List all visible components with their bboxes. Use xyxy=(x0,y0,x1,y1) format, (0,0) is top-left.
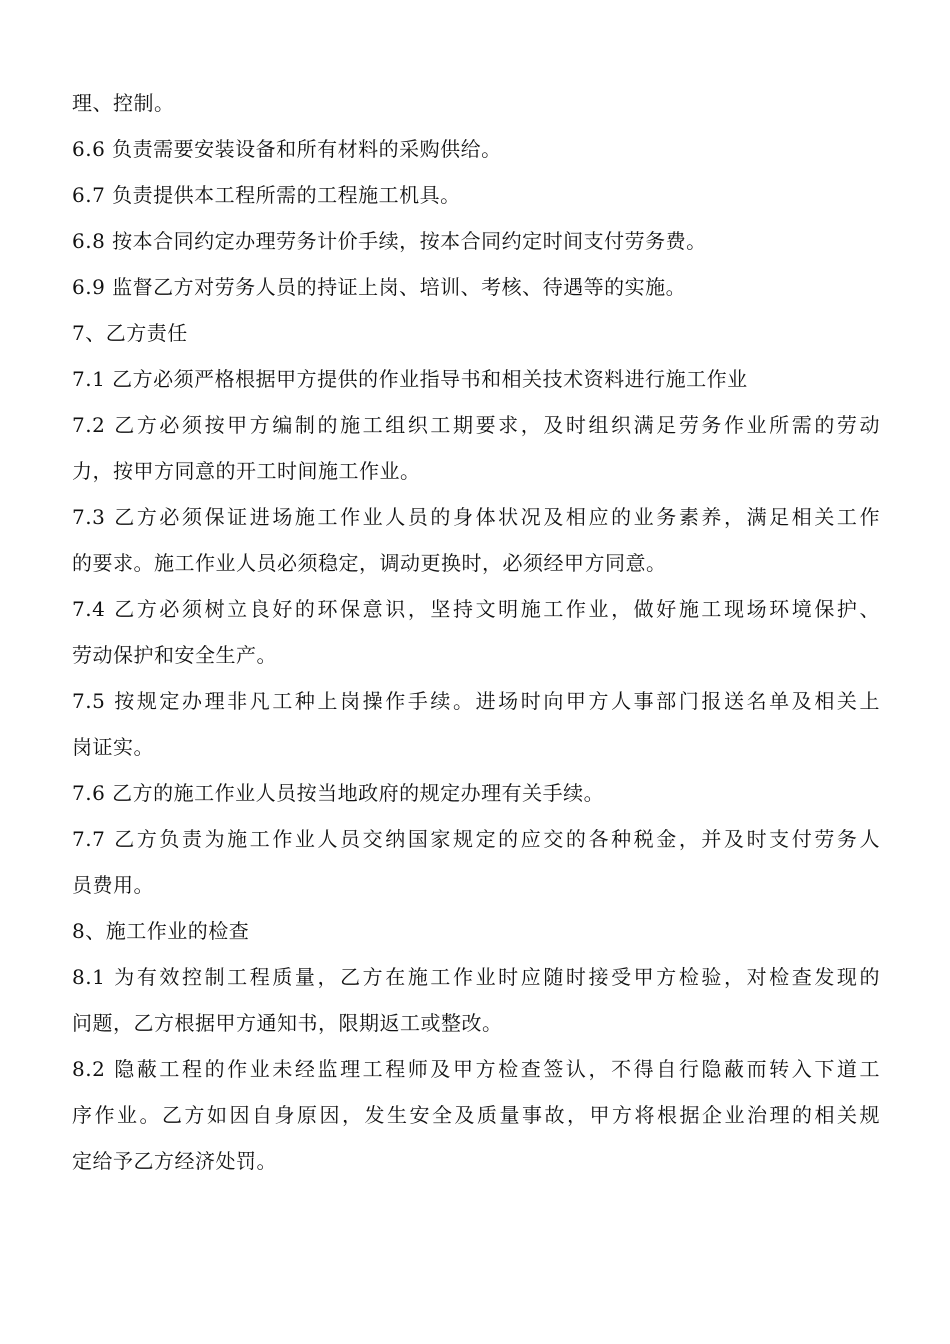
paragraph-line: 6.9 监督乙方对劳务人员的持证上岗、培训、考核、待遇等的实施。 xyxy=(72,275,687,299)
paragraph-line: 7.6 乙方的施工作业人员按当地政府的规定办理有关手续。 xyxy=(72,781,605,805)
clause-7-1 xyxy=(72,356,880,402)
paragraph-line: 序作业。乙方如因自身原因，发生安全及质量事故，甲方将根据企业治理的相关规 xyxy=(72,1103,880,1127)
clause-7-7 xyxy=(72,816,880,908)
paragraph-line: 7.3 乙方必须保证进场施工作业人员的身体状况及相应的业务素养，满足相关工作 xyxy=(72,505,880,529)
clause-7-6 xyxy=(72,770,880,816)
paragraph-line: 6.8 按本合同约定办理劳务计价手续，按本合同约定时间支付劳务费。 xyxy=(72,229,707,253)
paragraph-line: 7.7 乙方负责为施工作业人员交纳国家规定的应交的各种税金，并及时支付劳务人 xyxy=(72,827,880,851)
paragraph-line: 理、控制。 xyxy=(72,91,175,115)
clause-6-7 xyxy=(72,172,880,218)
paragraph-line: 7.1 乙方必须严格根据甲方提供的作业指导书和相关技术资料进行施工作业 xyxy=(72,367,748,391)
paragraph-line: 8.1 为有效控制工程质量，乙方在施工作业时应随时接受甲方检验，对检查发现的 xyxy=(72,965,880,989)
document-body xyxy=(72,80,880,1184)
paragraph-line: 劳动保护和安全生产。 xyxy=(72,643,277,667)
clause-7-5 xyxy=(72,678,880,770)
clause-8-2 xyxy=(72,1046,880,1184)
clause-7-4 xyxy=(72,586,880,678)
clause-7-3 xyxy=(72,494,880,586)
clause-8-1 xyxy=(72,954,880,1046)
paragraph-line: 6.7 负责提供本工程所需的工程施工机具。 xyxy=(72,183,461,207)
paragraph-line: 问题，乙方根据甲方通知书，限期返工或整改。 xyxy=(72,1011,503,1035)
section-heading-8 xyxy=(72,908,880,954)
clause-7-2 xyxy=(72,402,880,494)
clause-6-8 xyxy=(72,218,880,264)
paragraph-line: 7.4 乙方必须树立良好的环保意识，坚持文明施工作业，做好施工现场环境保护、 xyxy=(72,597,880,621)
paragraph-continuation xyxy=(72,80,880,126)
paragraph-line: 7.2 乙方必须按甲方编制的施工组织工期要求，及时组织满足劳务作业所需的劳动 xyxy=(72,413,880,437)
section-heading-7 xyxy=(72,310,880,356)
paragraph-line: 7.5 按规定办理非凡工种上岗操作手续。进场时向甲方人事部门报送名单及相关上 xyxy=(72,689,880,713)
section-heading: 7、乙方责任 xyxy=(72,321,188,345)
paragraph-line: 8.2 隐蔽工程的作业未经监理工程师及甲方检查签认，不得自行隐蔽而转入下道工 xyxy=(72,1057,880,1081)
clause-6-9 xyxy=(72,264,880,310)
paragraph-line: 员费用。 xyxy=(72,873,154,897)
clause-6-6 xyxy=(72,126,880,172)
paragraph-line: 的要求。施工作业人员必须稳定，调动更换时，必须经甲方同意。 xyxy=(72,551,667,575)
paragraph-line: 力，按甲方同意的开工时间施工作业。 xyxy=(72,459,421,483)
paragraph-line: 定给予乙方经济处罚。 xyxy=(72,1149,277,1173)
paragraph-line: 岗证实。 xyxy=(72,735,154,759)
paragraph-line: 6.6 负责需要安装设备和所有材料的采购供给。 xyxy=(72,137,502,161)
section-heading: 8、施工作业的检查 xyxy=(72,919,250,943)
